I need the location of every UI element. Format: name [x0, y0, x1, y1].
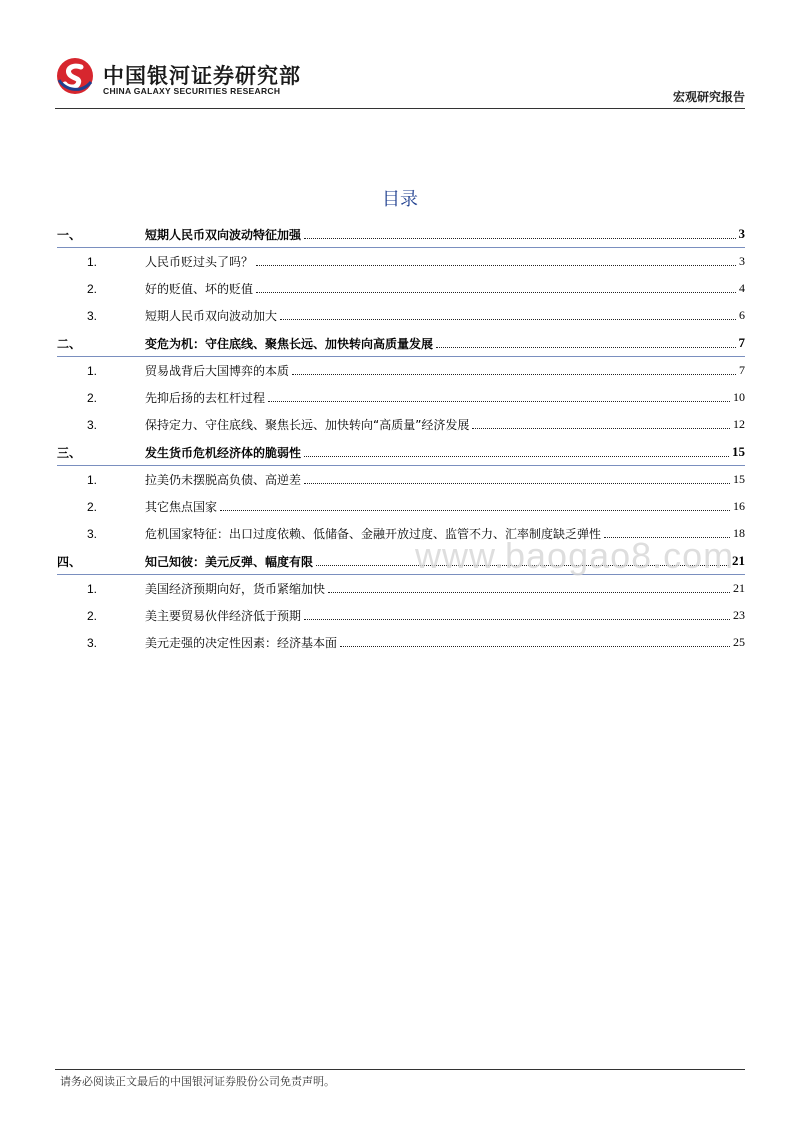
toc-page-number: 3 [738, 226, 745, 241]
toc-page-number: 10 [733, 390, 745, 404]
toc-section-entry[interactable] [57, 220, 745, 248]
toc-dot-leader [304, 238, 735, 239]
footer-divider [55, 1069, 745, 1070]
toc-entry-number: 1. [87, 472, 98, 487]
toc-entry-number: 1. [87, 363, 98, 378]
watermark: www.baogao8.com [415, 535, 735, 576]
toc-subsection-entry[interactable] [57, 411, 745, 438]
toc-page-number: 25 [733, 635, 745, 649]
toc-section-entry[interactable] [57, 329, 745, 357]
toc-dot-leader [304, 483, 730, 484]
toc-entry-title: 短期人民币双向波动加大 [145, 309, 278, 323]
toc-dot-leader [304, 456, 729, 457]
toc-entry-title: 人民币贬过头了吗？ [145, 255, 254, 269]
toc-dot-leader [472, 428, 730, 429]
toc-page-number: 16 [733, 499, 745, 513]
toc-dot-leader [292, 374, 736, 375]
toc-entry-number: 三、 [57, 445, 82, 460]
header-divider [55, 108, 745, 109]
toc-dot-leader [304, 619, 730, 620]
toc-entry-number: 3. [87, 526, 98, 541]
toc-dot-leader [436, 347, 735, 348]
toc-dot-leader [280, 319, 736, 320]
toc-page-number: 21 [733, 581, 745, 595]
toc-subsection-entry[interactable] [57, 275, 745, 302]
toc-entry-title: 拉美仍未摆脱高负债、高逆差 [145, 473, 302, 487]
toc-entry-title: 贸易战背后大国博弈的本质 [145, 364, 290, 378]
toc-dot-leader [256, 265, 736, 266]
footer-disclaimer: 请务必阅读正文最后的中国银河证券股份公司免责声明。 [60, 1075, 335, 1088]
toc-entry-title: 先抑后扬的去杠杆过程 [145, 391, 266, 405]
toc-entry-title: 发生货币危机经济体的脆弱性 [145, 445, 302, 460]
toc-entry-title: 变危为机：守住底线、聚焦长远、加快转向高质量发展 [145, 336, 434, 351]
brand-name-en: CHINA GALAXY SECURITIES RESEARCH [103, 86, 281, 96]
toc-subsection-entry[interactable] [57, 602, 745, 629]
toc-subsection-entry[interactable] [57, 575, 745, 602]
toc-subsection-entry[interactable] [57, 302, 745, 329]
toc-page-number: 3 [739, 254, 745, 268]
toc-page-number: 15 [732, 444, 745, 459]
toc-entry-title: 美主要贸易伙伴经济低于预期 [145, 609, 302, 623]
toc-entry-title: 危机国家特征：出口过度依赖、低储备、金融开放过度、监管不力、汇率制度缺乏弹性 [145, 527, 602, 541]
toc-entry-number: 2. [87, 390, 98, 405]
toc-page-number: 12 [733, 417, 745, 431]
toc-page-number: 15 [733, 472, 745, 486]
toc-dot-leader [268, 401, 730, 402]
toc-entry-number: 二、 [57, 336, 82, 351]
toc-dot-leader [220, 510, 730, 511]
toc-entry-title: 美国经济预期向好，货币紧缩加快 [145, 582, 326, 596]
toc-entry-number: 1. [87, 254, 98, 269]
toc-page-number: 4 [739, 281, 745, 295]
toc-dot-leader [256, 292, 736, 293]
toc-page-number: 21 [732, 553, 745, 568]
toc-section-entry[interactable] [57, 438, 745, 466]
toc-dot-leader [328, 592, 730, 593]
toc-subsection-entry[interactable] [57, 384, 745, 411]
toc-entry-title: 美元走强的决定性因素：经济基本面 [145, 636, 338, 650]
toc-entry-number: 一、 [57, 227, 82, 242]
toc-page-number: 7 [738, 335, 745, 350]
toc-entry-title: 短期人民币双向波动特征加强 [145, 227, 302, 242]
toc-entry-number: 2. [87, 281, 98, 296]
toc-page-number: 23 [733, 608, 745, 622]
toc-subsection-entry[interactable] [57, 629, 745, 656]
toc-page-number: 6 [739, 308, 745, 322]
toc-entry-title: 知己知彼：美元反弹、幅度有限 [145, 554, 314, 569]
toc-entry-number: 3. [87, 308, 98, 323]
toc-subsection-entry[interactable] [57, 493, 745, 520]
toc-page-number: 18 [733, 526, 745, 540]
toc-page-number: 7 [739, 363, 745, 377]
toc-subsection-entry[interactable] [57, 466, 745, 493]
toc-subsection-entry[interactable] [57, 248, 745, 275]
toc-subsection-entry[interactable] [57, 357, 745, 384]
table-of-contents [57, 220, 745, 656]
toc-entry-number: 2. [87, 608, 98, 623]
report-type-label: 宏观研究报告 [672, 90, 745, 104]
toc-entry-title: 好的贬值、坏的贬值 [145, 282, 254, 296]
toc-entry-title: 其它焦点国家 [145, 500, 218, 514]
toc-entry-number: 四、 [57, 554, 82, 569]
toc-entry-number: 3. [87, 635, 98, 650]
toc-entry-title: 保持定力、守住底线、聚焦长远、加快转向“高质量”经济发展 [145, 418, 470, 432]
toc-title: 目录 [382, 189, 418, 210]
toc-dot-leader [340, 646, 730, 647]
toc-entry-number: 2. [87, 499, 98, 514]
toc-entry-number: 1. [87, 581, 98, 596]
galaxy-s-logo-icon [55, 56, 95, 96]
page-header [55, 56, 745, 108]
toc-entry-number: 3. [87, 417, 98, 432]
brand-name-cn: 中国银河证券研究部 [103, 64, 301, 88]
